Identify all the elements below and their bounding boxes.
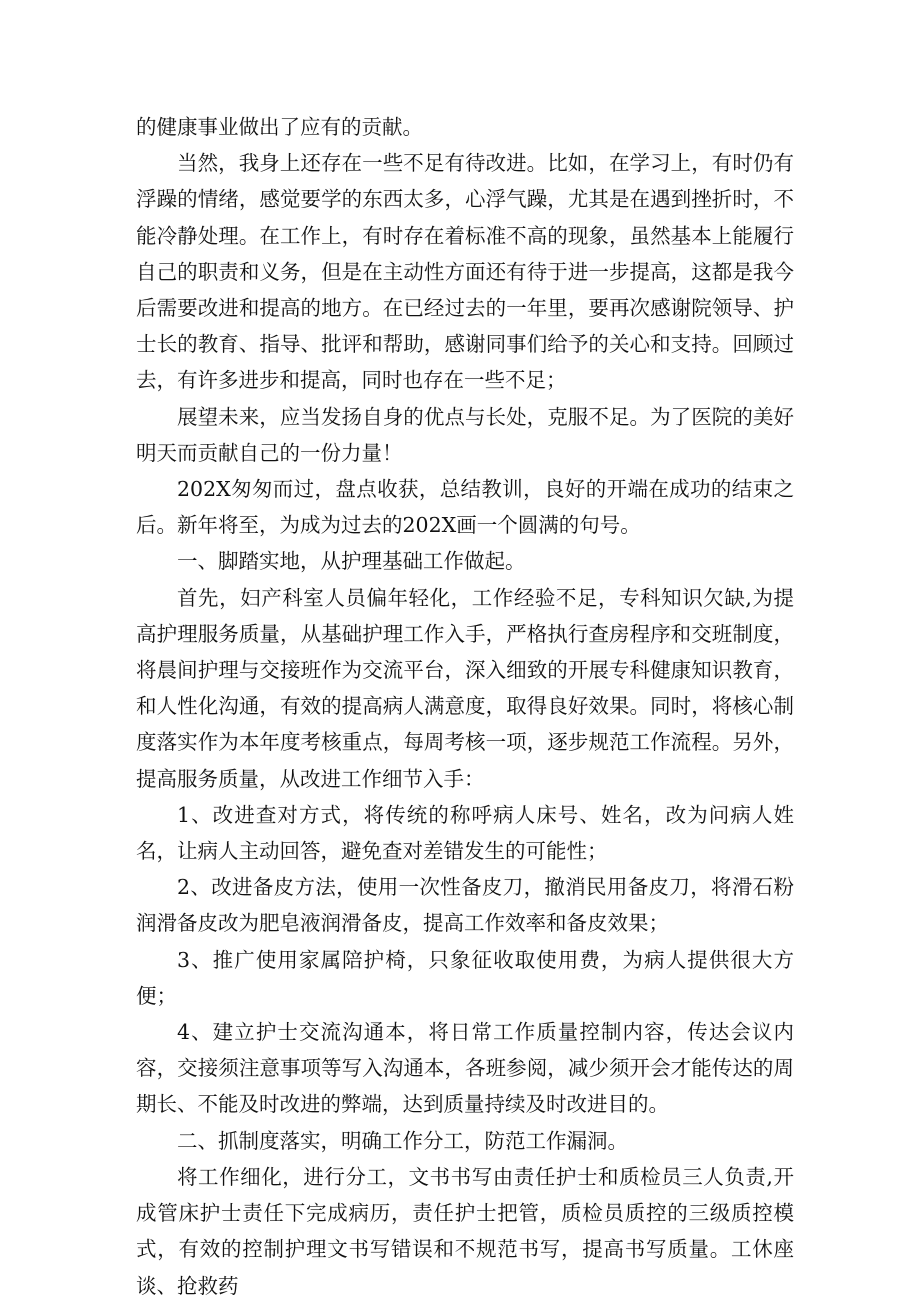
list-item-3: 3、推广使用家属陪护椅，只象征收取使用费，为病人提供很大方便； [136, 947, 794, 1008]
paragraph-continuation: 的健康事业做出了应有的贡献。 [136, 115, 423, 139]
list-item-4: 4、建立护士交流沟通本，将日常工作质量控制内容，传达会议内容，交接须注意事项等写入沟通本，各班参阅，减少须开会才能传达的周期长、不能及时改进的弊端，达到质量持续及时改进目的。 [136, 1020, 794, 1117]
list-item-1: 1、改进查对方式，将传统的称呼病人床号、姓名，改为问病人姓名，让病人主动回答，避免查对差错发生的可能性； [136, 802, 794, 864]
paragraph-basic-nursing: 首先，妇产科室人员偏年轻化，工作经验不足，专科知识欠缺,为提高护理服务质量，从基础护理工作入手，严格执行查房程序和交班制度，将晨间护理与交接班作为交流平台，深入细致的开展专科健康知识教育，和人性化沟通，有效的提高病人满意度，取得良好效果。同时，将核心制度落实作为本年度考核重点，每周考核一项，逐步规范工作流程。另外，提高服务质量，从改进工作细节入手： [136, 585, 794, 791]
paragraph-shortcomings: 当然，我身上还存在一些不足有待改进。比如，在学习上，有时仍有浮躁的情绪，感觉要学的东西太多，心浮气躁，尤其是在遇到挫折时，不能冷静处理。在工作上，有时存在着标准不高的现象，虽然基本上能履行自己的职责和义务，但是在主动性方面还有待于进一步提高，这都是我今后需要改进和提高的地方。在已经过去的一年里，要再次感谢院领导、护士长的教育、指导、批评和帮助，感谢同事们给予的关心和支持。回顾过去，有许多进步和提高，同时也存在一些不足； [136, 151, 794, 393]
paragraph-work-division: 将工作细化，进行分工，文书书写由责任护士和质检员三人负责,开成管床护士责任下完成病历，责任护士把管，质检员质控的三级质控模式，有效的控制护理文书写错误和不规范书写，提高书写质量。工休座谈、抢救药 [136, 1164, 794, 1298]
document-body [136, 109, 794, 1304]
section-heading-1: 一、脚踏实地，从护理基础工作做起。 [177, 549, 526, 574]
paragraph-year-summary: 202X匆匆而过，盘点收获，总结教训，良好的开端在成功的结束之后。新年将至，为成为过去的202X画一个圆满的句号。 [136, 477, 794, 538]
section-heading-2: 二、抓制度落实，明确工作分工，防范工作漏洞。 [177, 1128, 628, 1153]
list-item-2: 2、改进备皮方法，使用一次性备皮刀，撤消民用备皮刀，将滑石粉润滑备皮改为肥皂液润滑备皮，提高工作效率和备皮效果； [136, 875, 794, 936]
paragraph-outlook: 展望未来，应当发扬自身的优点与长处，克服不足。为了医院的美好明天而贡献自己的一份力量！ [136, 404, 794, 465]
